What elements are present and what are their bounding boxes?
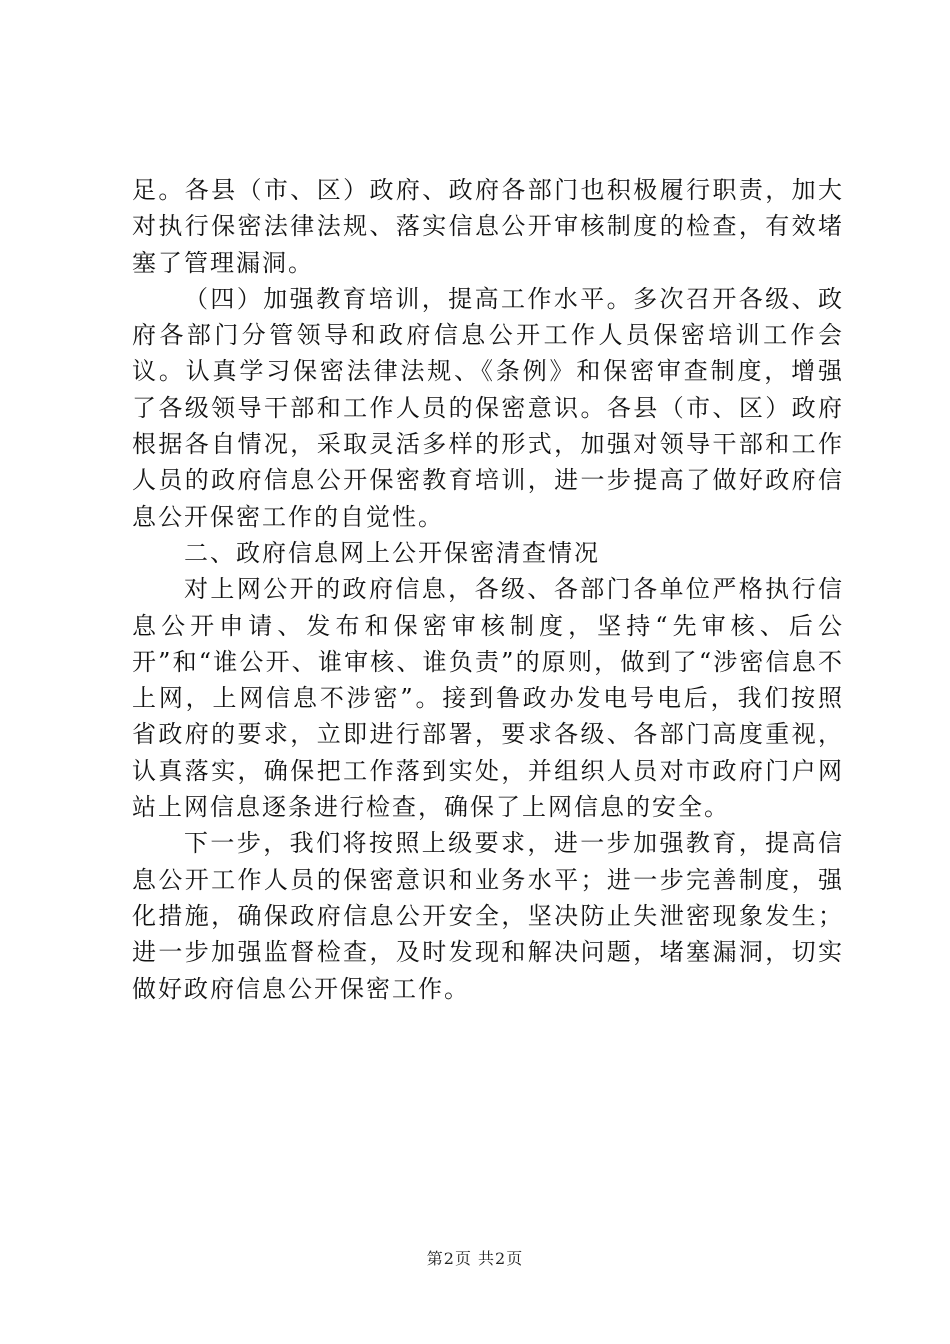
paragraph-next-steps: 下一步，我们将按照上级要求，进一步加强教育，提高信息公开工作人员的保密意识和业务水平；进一步完善制度，强化措施，确保政府信息公开安全，坚决防止失泄密现象发生；进一步加强监督检查，及时发现和解决问题，堵塞漏洞，切实做好政府信息公开保密工作。 bbox=[132, 829, 844, 1003]
paragraph-continuation: 足。各县（市、区）政府、政府各部门也积极履行职责，加大对执行保密法律法规、落实信息公开审核制度的检查，有效堵塞了管理漏洞。 bbox=[132, 176, 844, 277]
document-body bbox=[132, 172, 844, 1007]
paragraph-section-four: （四）加强教育培训，提高工作水平。多次召开各级、政府各部门分管领导和政府信息公开工作人员保密培训工作会议。认真学习保密法律法规、《条例》和保密审查制度，增强了各级领导干部和工作人员的保密意识。各县（市、区）政府根据各自情况，采取灵活多样的形式，加强对领导干部和工作人员的政府信息公开保密教育培训，进一步提高了做好政府信息公开保密工作的自觉性。 bbox=[132, 284, 844, 531]
page-number-footer: 第2页 共2页 bbox=[426, 1249, 524, 1268]
section-heading-two: 二、政府信息网上公开保密清查情况 bbox=[184, 538, 600, 567]
paragraph-online-check: 对上网公开的政府信息，各级、各部门各单位严格执行信息公开申请、发布和保密审核制度，坚持“先审核、后公开”和“谁公开、谁审核、谁负责”的原则，做到了“涉密信息不上网，上网信息不涉密”。接到鲁政办发电号电后，我们按照省政府的要求，立即进行部署，要求各级、各部门高度重视，认真落实，确保把工作落到实处，并组织人员对市政府门户网站上网信息逐条进行检查，确保了上网信息的安全。 bbox=[132, 575, 844, 822]
